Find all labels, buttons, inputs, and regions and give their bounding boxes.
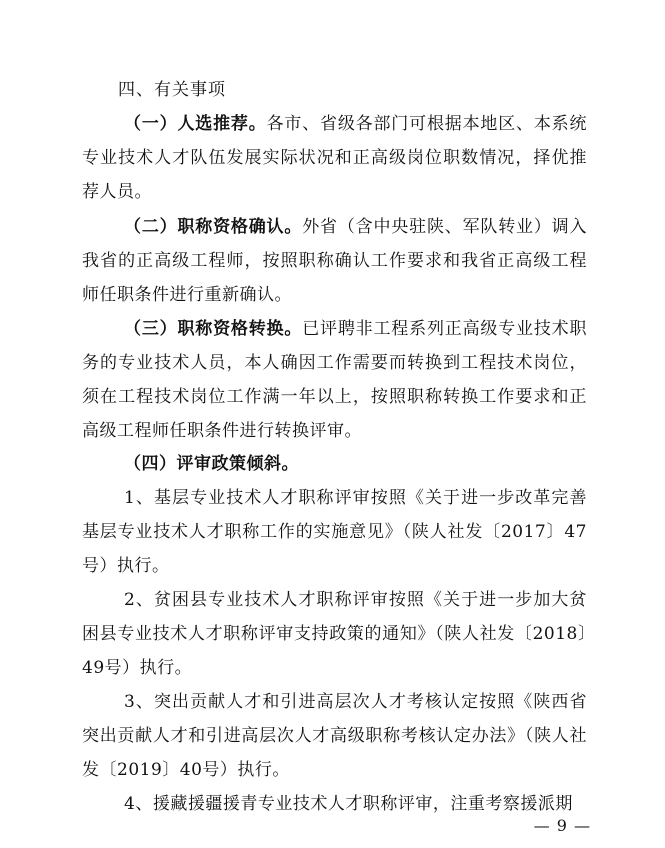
paragraph-body: 外省（含中央驻陕、军队转业）调入我省的正高级工程师，按照职称确认工作要求和我省正高级工程师任职条件进行重新确认。 — [82, 217, 588, 305]
paragraph-body: 3、突出贡献人才和引进高层次人才考核认定按照《陕西省突出贡献人才和引进高层次人才高级职称考核认定办法》（陕人社发〔2019〕40号）执行。 — [82, 692, 587, 780]
paragraph-policy-preference — [82, 447, 587, 481]
paragraph-item-2 — [82, 583, 587, 685]
paragraph-lead: （二）职称资格确认。 — [124, 217, 303, 237]
paragraph-lead: （三）职称资格转换。 — [124, 319, 303, 339]
paragraph-title-confirmation — [82, 210, 587, 312]
paragraph-lead: （四）评审政策倾斜。 — [124, 454, 299, 474]
paragraph-body: 1、基层专业技术人才职称评审按照《关于进一步改革完善基层专业技术人才职称工作的实施意见》（陕人社发〔2017〕47号）执行。 — [82, 488, 587, 576]
paragraph-body: 2、贫困县专业技术人才职称评审按照《关于进一步加大贫困县专业技术人才职称评审支持政策的通知》（陕人社发〔2018〕49号）执行。 — [82, 590, 587, 678]
paragraph-item-4 — [82, 787, 587, 821]
section-heading: 四、有关事项 — [118, 80, 226, 100]
paragraph-body: 4、援藏援疆援青专业技术人才职称评审，注重考察援派期 — [124, 794, 573, 814]
paragraph-personnel-recommendation — [82, 107, 587, 209]
paragraph-body: 各市、省级各部门可根据本地区、本系统专业技术人才队伍发展实际状况和正高级岗位职数情况，择优推荐人员。 — [82, 114, 588, 202]
paragraph-item-3 — [82, 685, 587, 787]
paragraph-lead: （一）人选推荐。 — [124, 114, 267, 134]
paragraph-body: 已评聘非工程系列正高级专业技术职务的专业技术人员，本人确因工作需要而转换到工程技术岗位，须在工程技术岗位工作满一年以上，按照职称转换工作要求和正高级工程师任职条件进行转换评审。 — [82, 319, 588, 441]
paragraph-item-1 — [82, 481, 587, 583]
page-number: — 9 — — [533, 816, 591, 835]
paragraph-title-conversion — [82, 312, 587, 448]
